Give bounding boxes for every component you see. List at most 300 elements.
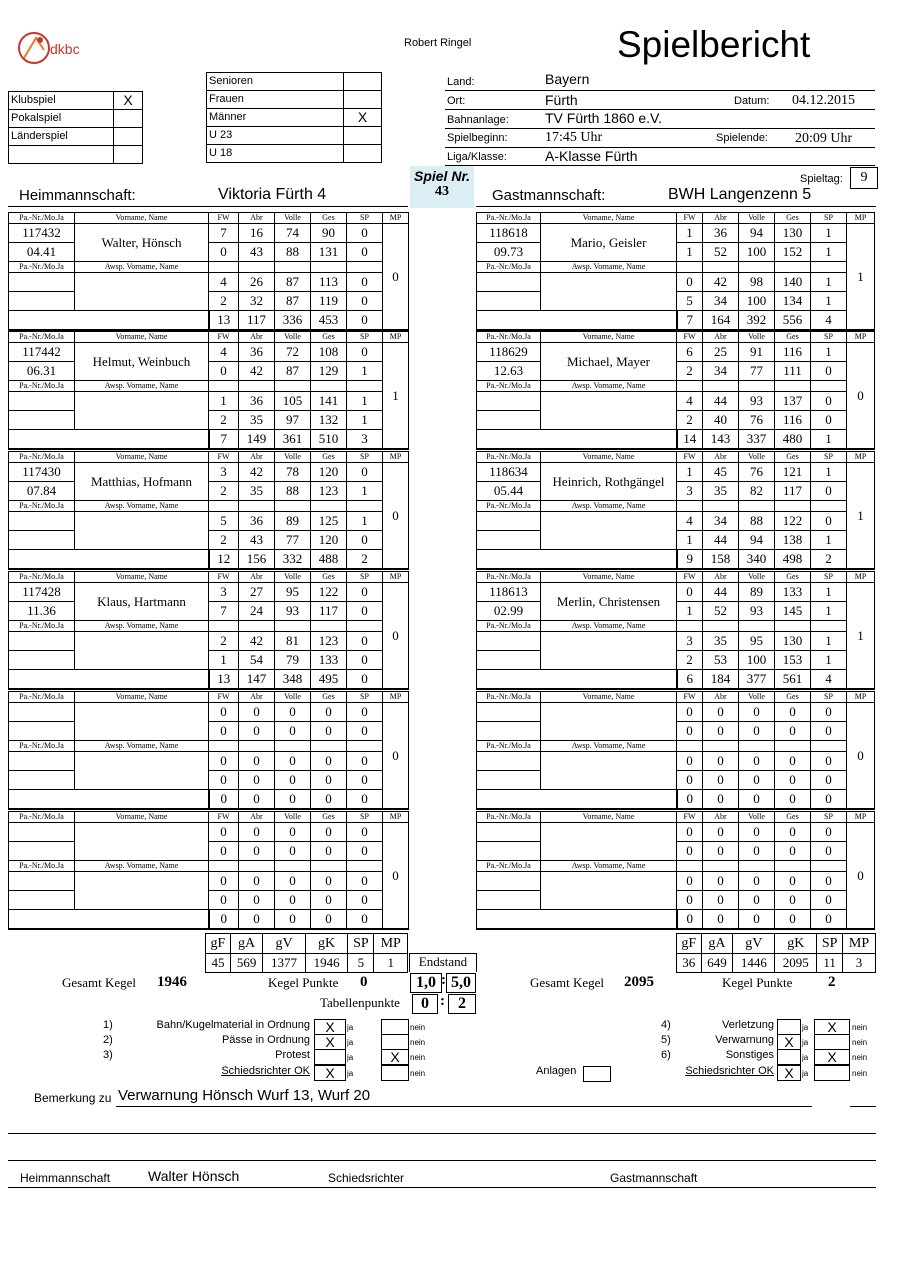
liga-value[interactable]: A-Klasse Fürth: [545, 148, 638, 164]
substitute-name[interactable]: [75, 872, 209, 910]
total-cell[interactable]: 480: [775, 430, 811, 450]
score-cell[interactable]: 95: [739, 632, 775, 651]
score-cell[interactable]: 88: [275, 482, 311, 501]
score-cell[interactable]: 0: [811, 752, 847, 771]
player-mp[interactable]: 0: [847, 823, 875, 930]
score-cell[interactable]: 0: [311, 722, 347, 741]
score-cell[interactable]: 34: [703, 292, 739, 311]
score-cell[interactable]: 34: [703, 362, 739, 381]
anlagen-box[interactable]: [583, 1066, 611, 1082]
score-cell[interactable]: 113: [311, 273, 347, 292]
score-cell[interactable]: 0: [677, 703, 703, 722]
land-value[interactable]: Bayern: [545, 71, 590, 87]
score-cell[interactable]: 0: [347, 224, 383, 243]
score-cell[interactable]: 0: [239, 823, 275, 842]
total-cell[interactable]: 12: [209, 550, 239, 570]
guest-team[interactable]: BWH Langenzenn 5: [668, 186, 812, 203]
score-cell[interactable]: 0: [347, 243, 383, 262]
score-cell[interactable]: 91: [739, 343, 775, 362]
score-cell[interactable]: 36: [239, 392, 275, 411]
score-cell[interactable]: 132: [311, 411, 347, 430]
score-cell[interactable]: 0: [775, 872, 811, 891]
score-cell[interactable]: 0: [311, 703, 347, 722]
score-cell[interactable]: 74: [275, 224, 311, 243]
score-cell[interactable]: 0: [347, 752, 383, 771]
total-cell[interactable]: 0: [311, 910, 347, 930]
score-cell[interactable]: 0: [677, 823, 703, 842]
score-cell[interactable]: 0: [811, 392, 847, 411]
score-cell[interactable]: 0: [739, 703, 775, 722]
score-cell[interactable]: 1: [811, 463, 847, 482]
total-cell[interactable]: 117: [239, 311, 275, 331]
player-name[interactable]: Mario, Geisler: [541, 224, 677, 262]
score-cell[interactable]: 88: [275, 243, 311, 262]
check-ja-box[interactable]: X: [777, 1065, 801, 1081]
score-cell[interactable]: 1: [811, 632, 847, 651]
score-cell[interactable]: 0: [311, 752, 347, 771]
score-cell[interactable]: 45: [703, 463, 739, 482]
total-cell[interactable]: 0: [739, 790, 775, 810]
score-cell[interactable]: 42: [703, 273, 739, 292]
score-cell[interactable]: 0: [677, 752, 703, 771]
score-cell[interactable]: 1: [209, 392, 239, 411]
datum-value[interactable]: 04.12.2015: [792, 93, 855, 108]
score-cell[interactable]: 32: [239, 292, 275, 311]
score-cell[interactable]: 0: [677, 273, 703, 292]
score-cell[interactable]: 141: [311, 392, 347, 411]
total-cell[interactable]: 361: [275, 430, 311, 450]
total-cell[interactable]: 0: [775, 910, 811, 930]
substitute-name[interactable]: [75, 512, 209, 550]
score-cell[interactable]: 42: [239, 362, 275, 381]
score-cell[interactable]: 6: [677, 343, 703, 362]
home-team[interactable]: Viktoria Fürth 4: [218, 186, 327, 203]
score-cell[interactable]: 0: [209, 891, 239, 910]
score-cell[interactable]: 78: [275, 463, 311, 482]
player-name[interactable]: Michael, Mayer: [541, 343, 677, 381]
score-cell[interactable]: 0: [739, 823, 775, 842]
score-cell[interactable]: 122: [775, 512, 811, 531]
total-cell[interactable]: 7: [677, 311, 703, 331]
score-cell[interactable]: 0: [311, 872, 347, 891]
total-cell[interactable]: 495: [311, 670, 347, 690]
score-cell[interactable]: 117: [775, 482, 811, 501]
score-cell[interactable]: 0: [239, 703, 275, 722]
total-cell[interactable]: 6: [677, 670, 703, 690]
total-cell[interactable]: 2: [811, 550, 847, 570]
score-cell[interactable]: 0: [347, 722, 383, 741]
player-pass-nr[interactable]: 117430: [9, 463, 75, 482]
total-cell[interactable]: 7: [209, 430, 239, 450]
score-cell[interactable]: 43: [239, 531, 275, 550]
score-cell[interactable]: 93: [739, 602, 775, 621]
player-name[interactable]: Heinrich, Rothgängel: [541, 463, 677, 501]
score-cell[interactable]: 0: [347, 273, 383, 292]
player-birth[interactable]: [9, 722, 75, 741]
score-cell[interactable]: 1: [209, 651, 239, 670]
score-cell[interactable]: 0: [703, 722, 739, 741]
score-cell[interactable]: 0: [775, 823, 811, 842]
score-cell[interactable]: 0: [311, 891, 347, 910]
score-cell[interactable]: 82: [739, 482, 775, 501]
score-cell[interactable]: 16: [239, 224, 275, 243]
score-cell[interactable]: 44: [703, 392, 739, 411]
player-birth[interactable]: 07.84: [9, 482, 75, 501]
score-cell[interactable]: 36: [703, 224, 739, 243]
player-mp[interactable]: 0: [383, 703, 409, 810]
total-cell[interactable]: 0: [739, 910, 775, 930]
player-birth[interactable]: 05.44: [477, 482, 541, 501]
score-cell[interactable]: 0: [775, 891, 811, 910]
score-cell[interactable]: 72: [275, 343, 311, 362]
score-cell[interactable]: 0: [347, 531, 383, 550]
score-cell[interactable]: 95: [275, 583, 311, 602]
score-cell[interactable]: 0: [739, 771, 775, 790]
substitute-name[interactable]: [541, 872, 677, 910]
score-cell[interactable]: 1: [811, 273, 847, 292]
player-mp[interactable]: 0: [383, 823, 409, 930]
score-cell[interactable]: 3: [677, 482, 703, 501]
score-cell[interactable]: 27: [239, 583, 275, 602]
score-cell[interactable]: 123: [311, 482, 347, 501]
player-name[interactable]: Matthias, Hofmann: [75, 463, 209, 501]
score-cell[interactable]: 0: [677, 842, 703, 861]
score-cell[interactable]: 0: [775, 842, 811, 861]
score-cell[interactable]: 0: [209, 823, 239, 842]
score-cell[interactable]: 88: [739, 512, 775, 531]
ende-value[interactable]: 20:09 Uhr: [795, 131, 853, 146]
category-mark[interactable]: [344, 127, 382, 145]
score-cell[interactable]: 93: [739, 392, 775, 411]
check-ja-box[interactable]: X: [777, 1034, 801, 1050]
score-cell[interactable]: 100: [739, 292, 775, 311]
sig-home-name[interactable]: Walter Hönsch: [148, 1168, 240, 1184]
score-cell[interactable]: 43: [239, 243, 275, 262]
score-cell[interactable]: 137: [775, 392, 811, 411]
score-cell[interactable]: 0: [703, 752, 739, 771]
score-cell[interactable]: 35: [703, 482, 739, 501]
check-nein-box[interactable]: [814, 1065, 850, 1081]
score-cell[interactable]: 134: [775, 292, 811, 311]
substitute-name[interactable]: [541, 273, 677, 311]
score-cell[interactable]: 1: [811, 651, 847, 670]
remarks-text[interactable]: Verwarnung Hönsch Wurf 13, Wurf 20: [118, 1087, 371, 1104]
total-cell[interactable]: 337: [739, 430, 775, 450]
score-cell[interactable]: 111: [775, 362, 811, 381]
check-ja-box[interactable]: X: [314, 1034, 346, 1050]
total-cell[interactable]: 348: [275, 670, 311, 690]
score-cell[interactable]: 1: [811, 583, 847, 602]
score-cell[interactable]: 0: [347, 823, 383, 842]
score-cell[interactable]: 0: [209, 752, 239, 771]
score-cell[interactable]: 0: [677, 722, 703, 741]
player-name[interactable]: [75, 703, 209, 741]
substitute-name[interactable]: [541, 512, 677, 550]
score-cell[interactable]: 116: [775, 343, 811, 362]
score-cell[interactable]: 97: [275, 411, 311, 430]
player-pass-nr[interactable]: 118629: [477, 343, 541, 362]
score-cell[interactable]: 52: [703, 243, 739, 262]
score-cell[interactable]: 1: [677, 602, 703, 621]
total-cell[interactable]: 561: [775, 670, 811, 690]
score-cell[interactable]: 120: [311, 463, 347, 482]
score-cell[interactable]: 0: [347, 632, 383, 651]
total-cell[interactable]: 0: [239, 910, 275, 930]
score-cell[interactable]: 0: [275, 752, 311, 771]
score-cell[interactable]: 98: [739, 273, 775, 292]
score-cell[interactable]: 0: [239, 842, 275, 861]
check-nein-box[interactable]: [381, 1034, 409, 1050]
score-cell[interactable]: 0: [811, 891, 847, 910]
score-cell[interactable]: 0: [703, 842, 739, 861]
total-cell[interactable]: 392: [739, 311, 775, 331]
score-cell[interactable]: 1: [811, 292, 847, 311]
score-cell[interactable]: 108: [311, 343, 347, 362]
score-cell[interactable]: 36: [239, 343, 275, 362]
score-cell[interactable]: 54: [239, 651, 275, 670]
score-cell[interactable]: 0: [239, 722, 275, 741]
player-name[interactable]: [541, 703, 677, 741]
score-cell[interactable]: 0: [347, 651, 383, 670]
player-mp[interactable]: 1: [847, 463, 875, 570]
player-pass-nr[interactable]: [9, 703, 75, 722]
player-name[interactable]: Klaus, Hartmann: [75, 583, 209, 621]
score-cell[interactable]: 3: [677, 632, 703, 651]
score-cell[interactable]: 0: [311, 823, 347, 842]
total-cell[interactable]: 0: [811, 910, 847, 930]
check-ja-box[interactable]: [314, 1049, 346, 1065]
total-cell[interactable]: 4: [811, 311, 847, 331]
spieltag-value[interactable]: 9: [850, 167, 878, 189]
game-type-mark[interactable]: [114, 110, 143, 128]
substitute-name[interactable]: [541, 752, 677, 790]
player-mp[interactable]: 0: [383, 463, 409, 570]
total-cell[interactable]: 4: [811, 670, 847, 690]
score-cell[interactable]: 1: [811, 602, 847, 621]
score-cell[interactable]: 0: [209, 362, 239, 381]
player-birth[interactable]: 12.63: [477, 362, 541, 381]
score-cell[interactable]: 35: [703, 632, 739, 651]
player-pass-nr[interactable]: [477, 703, 541, 722]
total-cell[interactable]: 488: [311, 550, 347, 570]
score-cell[interactable]: 123: [311, 632, 347, 651]
score-cell[interactable]: 3: [209, 583, 239, 602]
total-cell[interactable]: 14: [677, 430, 703, 450]
score-cell[interactable]: 122: [311, 583, 347, 602]
check-nein-box[interactable]: [814, 1034, 850, 1050]
score-cell[interactable]: 93: [275, 602, 311, 621]
player-mp[interactable]: 1: [847, 224, 875, 331]
player-mp[interactable]: 1: [383, 343, 409, 450]
score-cell[interactable]: 90: [311, 224, 347, 243]
score-cell[interactable]: 0: [811, 411, 847, 430]
check-ja-box[interactable]: [777, 1019, 801, 1035]
score-cell[interactable]: 79: [275, 651, 311, 670]
player-name[interactable]: Helmut, Weinbuch: [75, 343, 209, 381]
score-cell[interactable]: 130: [775, 632, 811, 651]
score-cell[interactable]: 0: [739, 752, 775, 771]
total-cell[interactable]: 0: [677, 910, 703, 930]
total-cell[interactable]: 147: [239, 670, 275, 690]
total-cell[interactable]: 0: [275, 790, 311, 810]
player-name[interactable]: [75, 823, 209, 861]
substitute-name[interactable]: [75, 752, 209, 790]
category-mark[interactable]: [344, 145, 382, 163]
score-cell[interactable]: 42: [239, 463, 275, 482]
player-name[interactable]: [541, 823, 677, 861]
score-cell[interactable]: 0: [209, 842, 239, 861]
score-cell[interactable]: 0: [311, 771, 347, 790]
check-nein-box[interactable]: X: [814, 1019, 850, 1035]
player-pass-nr[interactable]: [477, 823, 541, 842]
check-nein-box[interactable]: [381, 1065, 409, 1081]
score-cell[interactable]: 94: [739, 224, 775, 243]
score-cell[interactable]: 89: [739, 583, 775, 602]
player-birth[interactable]: 11.36: [9, 602, 75, 621]
total-cell[interactable]: 13: [209, 670, 239, 690]
total-cell[interactable]: 510: [311, 430, 347, 450]
score-cell[interactable]: 40: [703, 411, 739, 430]
score-cell[interactable]: 1: [811, 531, 847, 550]
score-cell[interactable]: 4: [209, 273, 239, 292]
check-nein-box[interactable]: [381, 1019, 409, 1035]
category-mark[interactable]: [344, 91, 382, 109]
game-type-mark[interactable]: [114, 146, 143, 164]
category-mark[interactable]: X: [344, 109, 382, 127]
substitute-name[interactable]: [75, 273, 209, 311]
score-cell[interactable]: 44: [703, 583, 739, 602]
score-cell[interactable]: 1: [347, 482, 383, 501]
total-cell[interactable]: 0: [209, 790, 239, 810]
score-cell[interactable]: 2: [677, 651, 703, 670]
score-cell[interactable]: 0: [275, 722, 311, 741]
total-cell[interactable]: 184: [703, 670, 739, 690]
check-nein-box[interactable]: X: [381, 1049, 409, 1065]
score-cell[interactable]: 87: [275, 362, 311, 381]
score-cell[interactable]: 133: [775, 583, 811, 602]
score-cell[interactable]: 1: [347, 392, 383, 411]
score-cell[interactable]: 26: [239, 273, 275, 292]
player-name[interactable]: Merlin, Christensen: [541, 583, 677, 621]
score-cell[interactable]: 121: [775, 463, 811, 482]
score-cell[interactable]: 0: [347, 703, 383, 722]
score-cell[interactable]: 129: [311, 362, 347, 381]
score-cell[interactable]: 4: [209, 343, 239, 362]
score-cell[interactable]: 0: [811, 703, 847, 722]
score-cell[interactable]: 0: [677, 891, 703, 910]
game-type-mark[interactable]: [114, 128, 143, 146]
check-nein-box[interactable]: X: [814, 1049, 850, 1065]
score-cell[interactable]: 0: [677, 872, 703, 891]
score-cell[interactable]: 100: [739, 243, 775, 262]
category-mark[interactable]: [344, 73, 382, 91]
player-birth[interactable]: 02.99: [477, 602, 541, 621]
total-cell[interactable]: 3: [347, 430, 383, 450]
score-cell[interactable]: 1: [811, 343, 847, 362]
player-birth[interactable]: [477, 842, 541, 861]
score-cell[interactable]: 1: [677, 243, 703, 262]
total-cell[interactable]: 0: [347, 311, 383, 331]
score-cell[interactable]: 0: [703, 872, 739, 891]
score-cell[interactable]: 2: [209, 632, 239, 651]
player-pass-nr[interactable]: [9, 823, 75, 842]
score-cell[interactable]: 105: [275, 392, 311, 411]
score-cell[interactable]: 0: [775, 752, 811, 771]
score-cell[interactable]: 5: [209, 512, 239, 531]
score-cell[interactable]: 0: [239, 771, 275, 790]
score-cell[interactable]: 35: [239, 411, 275, 430]
score-cell[interactable]: 1: [811, 243, 847, 262]
score-cell[interactable]: 87: [275, 273, 311, 292]
score-cell[interactable]: 145: [775, 602, 811, 621]
score-cell[interactable]: 89: [275, 512, 311, 531]
score-cell[interactable]: 0: [811, 771, 847, 790]
total-cell[interactable]: 0: [703, 790, 739, 810]
score-cell[interactable]: 0: [775, 703, 811, 722]
total-cell[interactable]: 0: [209, 910, 239, 930]
substitute-name[interactable]: [75, 392, 209, 430]
total-cell[interactable]: 13: [209, 311, 239, 331]
score-cell[interactable]: 0: [347, 343, 383, 362]
player-birth[interactable]: 09.73: [477, 243, 541, 262]
score-cell[interactable]: 0: [703, 771, 739, 790]
score-cell[interactable]: 34: [703, 512, 739, 531]
score-cell[interactable]: 35: [239, 482, 275, 501]
score-cell[interactable]: 133: [311, 651, 347, 670]
score-cell[interactable]: 0: [239, 872, 275, 891]
score-cell[interactable]: 52: [703, 602, 739, 621]
score-cell[interactable]: 0: [347, 842, 383, 861]
player-mp[interactable]: 0: [847, 703, 875, 810]
score-cell[interactable]: 0: [239, 752, 275, 771]
player-pass-nr[interactable]: 117428: [9, 583, 75, 602]
score-cell[interactable]: 0: [347, 771, 383, 790]
total-cell[interactable]: 453: [311, 311, 347, 331]
score-cell[interactable]: 0: [347, 891, 383, 910]
score-cell[interactable]: 0: [311, 842, 347, 861]
total-cell[interactable]: 0: [811, 790, 847, 810]
score-cell[interactable]: 0: [811, 482, 847, 501]
score-cell[interactable]: 0: [347, 463, 383, 482]
score-cell[interactable]: 0: [347, 292, 383, 311]
total-cell[interactable]: 1: [811, 430, 847, 450]
score-cell[interactable]: 153: [775, 651, 811, 670]
score-cell[interactable]: 0: [209, 771, 239, 790]
total-cell[interactable]: 340: [739, 550, 775, 570]
bahn-value[interactable]: TV Fürth 1860 e.V.: [545, 110, 662, 126]
substitute-name[interactable]: [541, 392, 677, 430]
total-cell[interactable]: 0: [311, 790, 347, 810]
score-cell[interactable]: 2: [677, 362, 703, 381]
score-cell[interactable]: 0: [739, 722, 775, 741]
score-cell[interactable]: 0: [775, 722, 811, 741]
game-type-mark[interactable]: X: [114, 92, 143, 110]
score-cell[interactable]: 0: [703, 891, 739, 910]
score-cell[interactable]: 0: [739, 891, 775, 910]
score-cell[interactable]: 2: [209, 411, 239, 430]
score-cell[interactable]: 140: [775, 273, 811, 292]
score-cell[interactable]: 1: [347, 411, 383, 430]
player-mp[interactable]: 0: [847, 343, 875, 450]
score-cell[interactable]: 7: [209, 602, 239, 621]
player-pass-nr[interactable]: 117432: [9, 224, 75, 243]
score-cell[interactable]: 0: [275, 842, 311, 861]
score-cell[interactable]: 77: [739, 362, 775, 381]
score-cell[interactable]: 0: [275, 823, 311, 842]
total-cell[interactable]: 156: [239, 550, 275, 570]
score-cell[interactable]: 0: [811, 512, 847, 531]
score-cell[interactable]: 0: [275, 872, 311, 891]
